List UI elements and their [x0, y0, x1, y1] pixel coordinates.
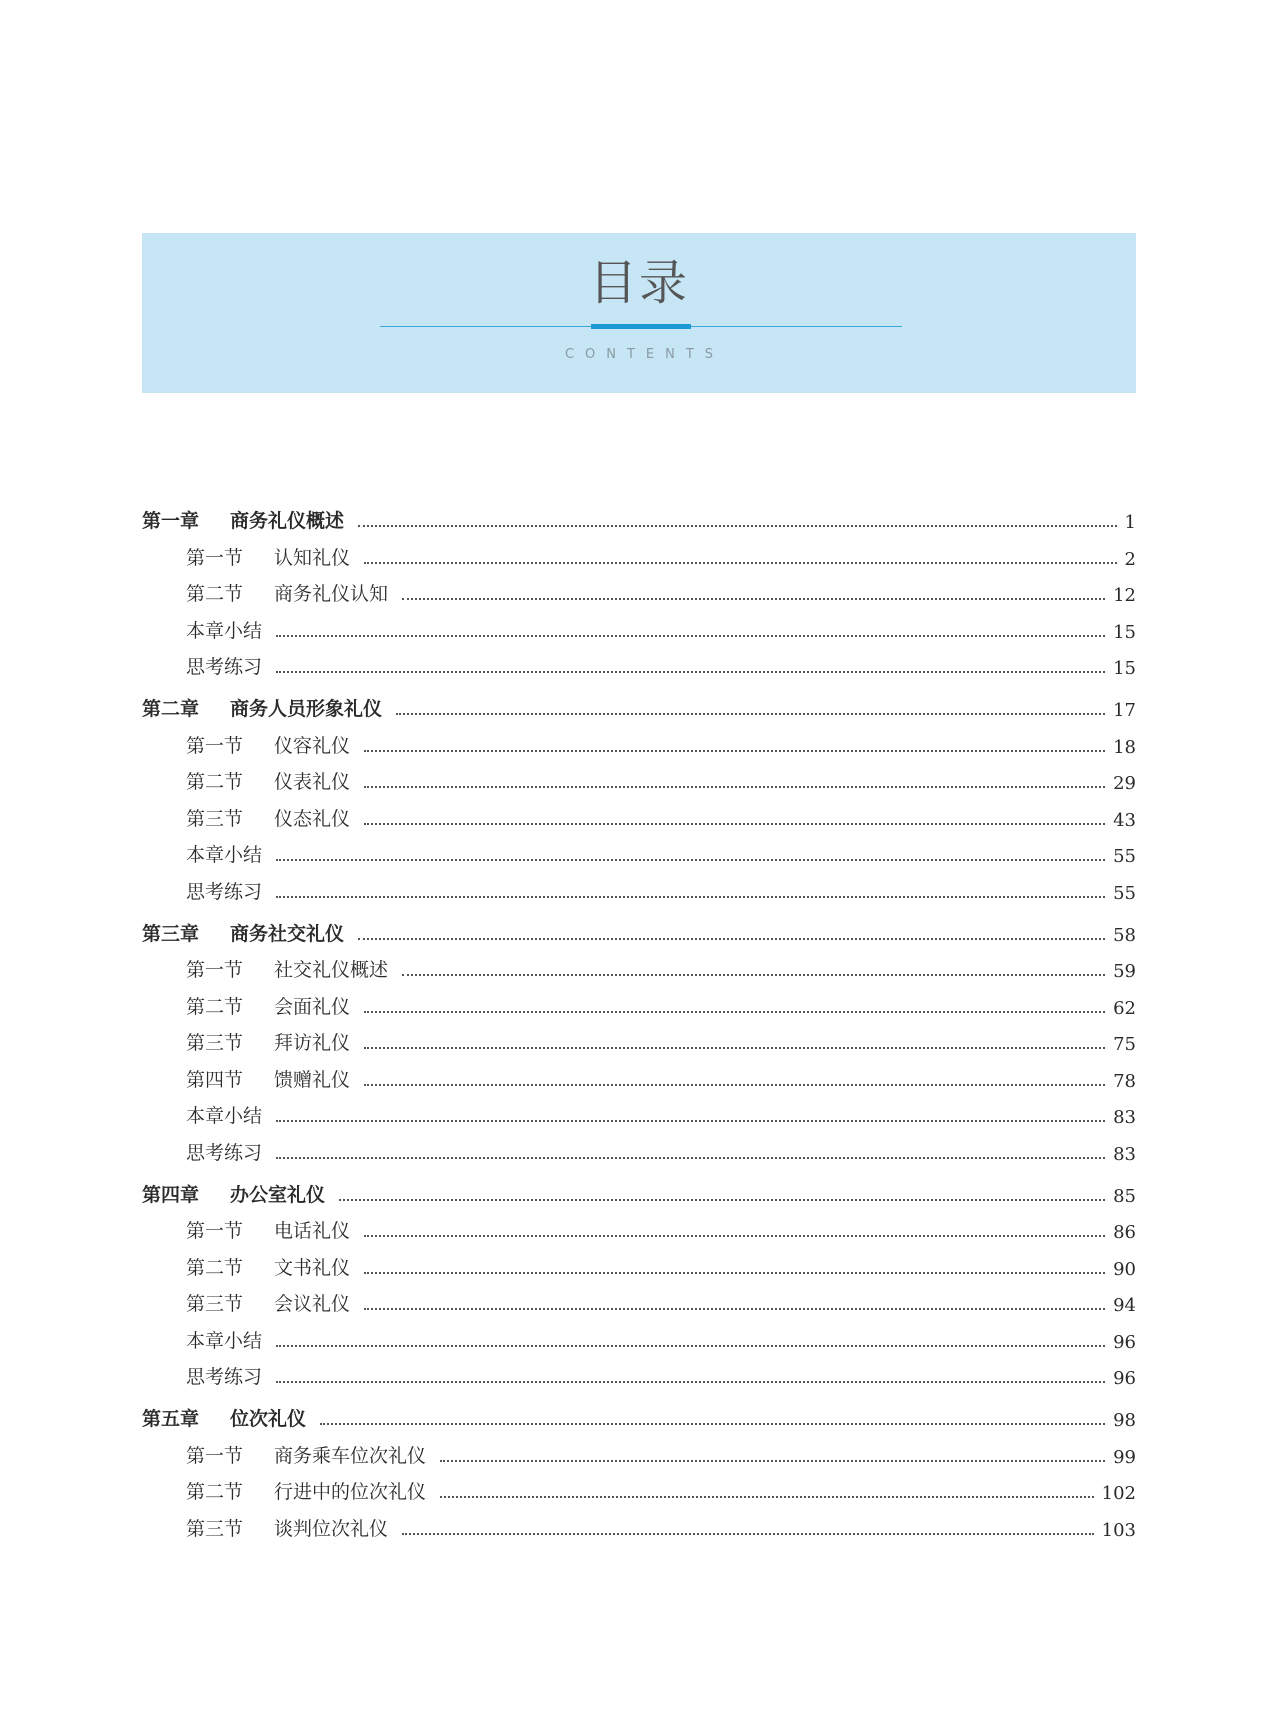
toc-page-number: 86: [1113, 1222, 1136, 1243]
toc-page-number: 94: [1113, 1295, 1136, 1316]
toc-page-number: 90: [1113, 1258, 1136, 1280]
dot-leader: [364, 1272, 1105, 1274]
toc-entry-label: 第五章: [142, 1408, 200, 1430]
toc-section-entry[interactable]: [142, 1021, 1136, 1058]
toc-section-entry[interactable]: [142, 869, 1136, 906]
toc-page-number: 2: [1124, 548, 1136, 570]
toc-page-number: 55: [1113, 846, 1136, 867]
dot-leader: [276, 1157, 1105, 1159]
toc-section-entry[interactable]: [142, 796, 1136, 833]
toc-entry-label: 第四章: [142, 1183, 200, 1206]
toc-section-entry[interactable]: [142, 1130, 1136, 1167]
toc-section-entry[interactable]: [142, 833, 1136, 870]
toc-section-entry[interactable]: [142, 1245, 1136, 1282]
dot-leader: [402, 974, 1105, 976]
toc-page-number: 96: [1113, 1331, 1136, 1353]
toc-entry-label: 第二节: [186, 995, 244, 1018]
toc-entry-title: 会面礼仪: [274, 995, 351, 1018]
toc-entry-label: 第三节: [186, 807, 244, 830]
toc-section-entry[interactable]: [142, 1282, 1136, 1319]
toc-section-entry[interactable]: [142, 1433, 1136, 1470]
toc-entry-title: 电话礼仪: [274, 1220, 351, 1242]
toc-entry-title: 商务人员形象礼仪: [230, 698, 383, 720]
toc-entry-title: 谈判位次礼仪: [274, 1517, 389, 1540]
toc-page-number: 55: [1113, 882, 1136, 904]
toc-entry-label: 第二章: [142, 698, 200, 720]
dot-leader: [276, 896, 1105, 898]
toc-section-entry[interactable]: [142, 572, 1136, 609]
toc-page-number: 29: [1113, 773, 1136, 794]
toc-page-number: 1: [1124, 512, 1136, 533]
toc-entry-title: 行进中的位次礼仪: [274, 1481, 427, 1503]
toc-section-entry[interactable]: [142, 723, 1136, 760]
toc-chapter-entry[interactable]: [142, 906, 1136, 948]
page-subtitle: CONTENTS: [564, 347, 725, 362]
toc-entry-label: 第二节: [186, 771, 244, 793]
toc-entry-title: 本章小结: [186, 844, 263, 866]
toc-page-number: 103: [1101, 1519, 1136, 1541]
toc-section-entry[interactable]: [142, 1057, 1136, 1094]
toc-entry-label: 第三节: [186, 1293, 244, 1315]
toc-section-entry[interactable]: [142, 1094, 1136, 1131]
toc-page-number: 18: [1113, 736, 1136, 758]
toc-page-number: 98: [1113, 1410, 1136, 1431]
dot-leader: [440, 1460, 1105, 1462]
toc-entry-label: 第三章: [142, 922, 200, 945]
toc-entry-title: 本章小结: [186, 619, 263, 642]
toc-entry-label: 第三节: [186, 1032, 244, 1054]
dot-leader: [402, 1533, 1094, 1535]
dot-leader: [276, 859, 1105, 861]
toc-page-number: 99: [1113, 1446, 1136, 1468]
toc-entry-label: 第三节: [186, 1517, 244, 1540]
toc-page-number: 15: [1113, 658, 1136, 679]
dot-leader: [276, 671, 1105, 673]
toc-section-entry[interactable]: [142, 645, 1136, 682]
dot-leader: [396, 713, 1105, 715]
dot-leader: [358, 525, 1117, 527]
toc-entry-title: 办公室礼仪: [230, 1183, 326, 1206]
toc-entry-title: 商务社交礼仪: [230, 922, 345, 945]
toc-page-number: 75: [1113, 1034, 1136, 1055]
dot-leader: [276, 1381, 1105, 1383]
toc-entry-title: 拜访礼仪: [274, 1032, 351, 1054]
dot-leader: [364, 1308, 1105, 1310]
toc-entry-title: 仪表礼仪: [274, 771, 351, 793]
dot-leader: [320, 1423, 1105, 1425]
dot-leader: [364, 786, 1105, 788]
toc-section-entry[interactable]: [142, 984, 1136, 1021]
dot-leader: [440, 1496, 1094, 1498]
toc-entry-label: 第一节: [186, 1220, 244, 1242]
toc-entry-label: 第二节: [186, 1256, 244, 1279]
toc-page-number: 62: [1113, 997, 1136, 1019]
toc-page-number: 43: [1113, 809, 1136, 831]
dot-leader: [364, 750, 1105, 752]
toc-entry-title: 仪容礼仪: [274, 734, 351, 757]
toc-entry-label: 第一节: [186, 734, 244, 757]
toc-entry-title: 馈赠礼仪: [274, 1068, 351, 1091]
dot-leader: [358, 938, 1105, 940]
toc-page-number: 17: [1113, 700, 1136, 721]
dot-leader: [276, 1120, 1105, 1122]
toc-section-entry[interactable]: [142, 1470, 1136, 1507]
toc-page-number: 102: [1101, 1483, 1136, 1504]
toc-entry-label: 第一节: [186, 546, 244, 569]
contents-banner: [142, 233, 1136, 393]
toc-entry-title: 思考练习: [186, 1366, 263, 1388]
dot-leader: [339, 1199, 1105, 1201]
toc-section-entry[interactable]: [142, 1506, 1136, 1543]
toc-entry-title: 本章小结: [186, 1105, 263, 1127]
toc-page-number: 78: [1113, 1070, 1136, 1092]
toc-entry-title: 会议礼仪: [274, 1293, 351, 1315]
toc-entry-title: 文书礼仪: [274, 1256, 351, 1279]
toc-section-entry[interactable]: [142, 535, 1136, 572]
toc-section-entry[interactable]: [142, 1355, 1136, 1392]
table-of-contents: [142, 505, 1136, 1543]
toc-entry-label: 第一节: [186, 959, 244, 981]
toc-chapter-entry[interactable]: [142, 505, 1136, 535]
dot-leader: [276, 635, 1105, 637]
dot-leader: [402, 598, 1105, 600]
toc-entry-title: 认知礼仪: [274, 546, 351, 569]
toc-entry-label: 第四节: [186, 1068, 244, 1091]
toc-page-number: 96: [1113, 1368, 1136, 1389]
toc-section-entry[interactable]: [142, 608, 1136, 645]
toc-page-number: 83: [1113, 1143, 1136, 1165]
toc-entry-title: 仪态礼仪: [274, 807, 351, 830]
toc-chapter-entry[interactable]: [142, 1391, 1136, 1433]
page-title: 目录: [588, 255, 689, 311]
toc-section-entry[interactable]: [142, 948, 1136, 985]
toc-entry-label: 第二节: [186, 1481, 244, 1503]
toc-entry-title: 位次礼仪: [230, 1408, 307, 1430]
toc-entry-label: 第一章: [142, 510, 200, 532]
toc-entry-label: 第一节: [186, 1444, 244, 1467]
toc-chapter-entry[interactable]: [142, 681, 1136, 723]
toc-entry-title: 思考练习: [186, 1141, 263, 1164]
dot-leader: [276, 1345, 1105, 1347]
dot-leader: [364, 1011, 1105, 1013]
toc-page-number: 59: [1113, 961, 1136, 982]
toc-page-number: 83: [1113, 1107, 1136, 1128]
dot-leader: [364, 562, 1117, 564]
toc-entry-label: 第二节: [186, 583, 244, 605]
toc-entry-title: 商务礼仪认知: [274, 583, 389, 605]
dot-leader: [364, 1047, 1105, 1049]
toc-entry-title: 社交礼仪概述: [274, 959, 389, 981]
dot-leader: [364, 1084, 1105, 1086]
dot-leader: [364, 1235, 1105, 1237]
toc-entry-title: 商务乘车位次礼仪: [274, 1444, 427, 1467]
toc-entry-title: 商务礼仪概述: [230, 510, 345, 532]
toc-page-number: 85: [1113, 1185, 1136, 1207]
toc-entry-title: 本章小结: [186, 1329, 263, 1352]
toc-page-number: 58: [1113, 924, 1136, 946]
toc-page-number: 12: [1113, 585, 1136, 606]
toc-section-entry[interactable]: [142, 1209, 1136, 1246]
toc-section-entry[interactable]: [142, 760, 1136, 797]
toc-entry-title: 思考练习: [186, 880, 263, 903]
toc-page-number: 15: [1113, 621, 1136, 643]
title-underline-accent: [591, 324, 691, 329]
toc-chapter-entry[interactable]: [142, 1167, 1136, 1209]
dot-leader: [364, 823, 1105, 825]
toc-entry-title: 思考练习: [186, 656, 263, 678]
toc-section-entry[interactable]: [142, 1318, 1136, 1355]
